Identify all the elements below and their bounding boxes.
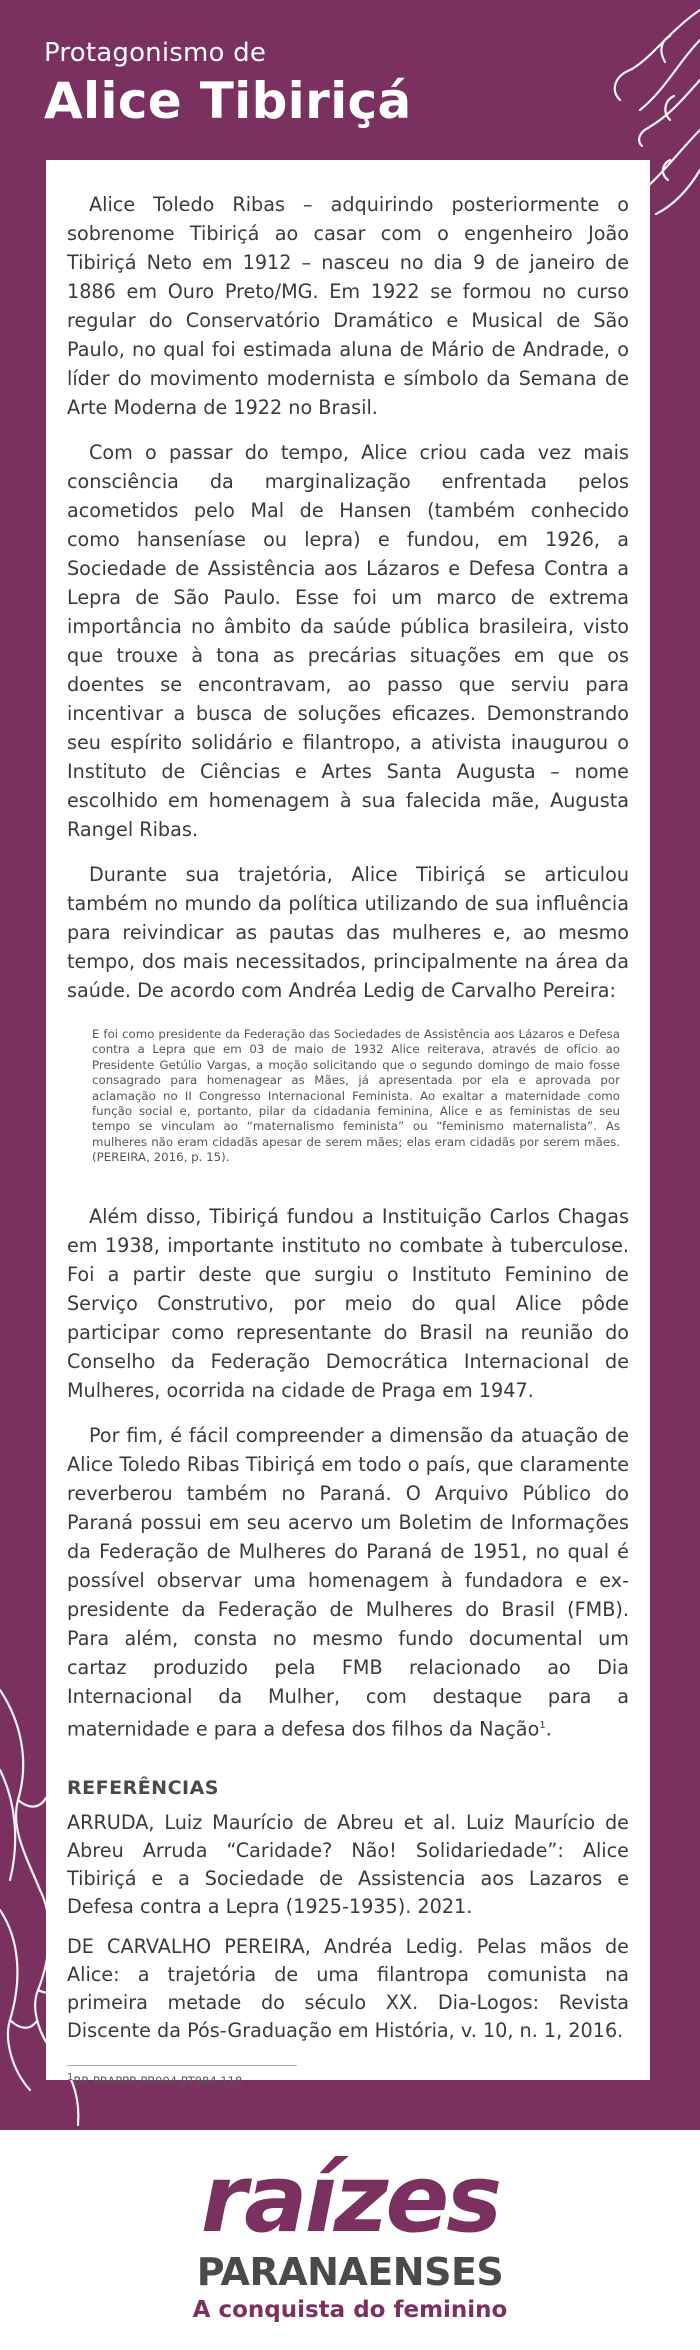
article-card [46,160,650,2088]
footnote [67,2072,629,2088]
paragraph-5 [67,1421,629,1743]
title-kicker: Protagonismo de [44,38,267,68]
reference-2: DE CARVALHO PEREIRA, Andréa Ledig. Pelas mãos de Alice: a trajetória de uma filantropa comunista na primeira metade do século XX. Dia-Logos: Revista Discente da Pós-Graduação em História, v. 10, n. 1, 2016. [67,1935,629,2043]
footnote-number: 1 [67,2072,74,2084]
paragraph-1: Alice Toledo Ribas – adquirindo posteriormente o sobrenome Tibiriçá ao casar com o engenheiro João Tibiriçá Neto em 1912 – nasceu no dia 9 de janeiro de 1886 em Ouro Preto/MG. Em 1922 se formou no curso regular do Conservatório Dramático e Musical de São Paulo, no qual foi estimada aluna de Mário de Andrade, o líder do movimento modernista e símbolo da Semana de Arte Moderna de 1922 no Brasil. [67,193,629,419]
paragraph-5-end: . [545,1717,552,1741]
footnote-divider [67,2065,297,2066]
paragraph-2: Com o passar do tempo, Alice criou cada vez mais consciência da marginalização enfrentada pelos acometidos pelo Mal de Hansen (também conhecido como hanseníase ou lepra) e fundou, em 1926, a Sociedade de Assistência aos Lázaros e Defesa Contra a Lepra de São Paulo. Esse foi um marco de extrema importância no âmbito da saúde pública brasileira, visto que trouxe à tona as precárias situações em que os doentes se encontravam, ao passo que serviu para incentivar a busca de soluções eficazes. Demonstrando seu espírito solidário e filantropo, a ativista inaugurou o Instituto de Ciências e Artes Santa Augusta – nome escolhido em homenagem à sua falecida mãe, Augusta Rangel Ribas. [67,441,629,841]
footnote-marker: 1 [539,1719,546,1731]
references-heading: REFERÊNCIAS [67,1777,219,1800]
paragraph-4: Além disso, Tibiriçá fundou a Instituição Carlos Chagas em 1938, importante instituto no combate à tuberculose. Foi a partir deste que surgiu o Instituto Feminino de Serviço Construtivo, por meio do qual Alice pôde participar como representante do Brasil na reunião do Conselho da Federação Democrática Internacional de Mulheres, ocorrida na cidade de Praga em 1947. [67,1204,629,1402]
logo-subtitle: PARANAENSES [196,2250,504,2294]
logo-tagline: A conquista do feminino [192,2297,508,2323]
reference-1: ARRUDA, Luiz Maurício de Abreu et al. Luiz Maurício de Abreu Arruda “Caridade? Não! Solidariedade”: Alice Tibiriçá e a Sociedade de Assistencia aos Lazaros e Defesa contra a Lepra (1925-1935). 2021. [67,1811,629,1919]
block-quote: E foi como presidente da Federação das Sociedades de Assistência aos Lázaros e Defesa contra a Lepra que em 03 de maio de 1932 Alice reiterava, através de ofício ao Presidente Getúlio Vargas, a moção solicitando que o segundo domingo de maio fosse consagrado para homenagear as Mães, já apresentada por ela e aprovada por aclamação no II Congresso Internacional Feminista. Ao exaltar a maternidade como função social e, portanto, pilar da cidadania feminina, Alice e as feministas de seu tempo se vinculam ao “maternalismo feminista” ou “feminismo maternalista”. As mulheres não eram cidadãs apesar de serem mães; elas eram cidadãs por serem mães. (PEREIRA, 2016, p. 15). [92,1027,620,1165]
paragraph-5-text: Por fim, é fácil compreender a dimensão da atuação de Alice Toledo Ribas Tibiriçá em todo o país, que claramente reverberou também no Paraná. O Arquivo Público do Paraná possui em seu acervo um Boletim de Informações da Federação de Mulheres do Paraná de 1951, no qual é possível observar uma homenagem à fundadora e ex-presidente da Federação de Mulheres do Brasil (FMB). Para além, consta no mesmo fundo documental um cartaz produzido pela FMB relacionado ao Dia Internacional da Mulher, com destaque para a maternidade e para a defesa dos filhos da Nação [67,1423,629,1741]
page-title: Alice Tibiriçá [44,72,412,130]
paragraph-3: Durante sua trajetória, Alice Tibiriçá se articulou também no mundo da política utilizando de sua influência para reivindicar as pautas das mulheres e, ao mesmo tempo, dos mais necessitados, principalmente na área da saúde. De acordo com Andréa Ledig de Carvalho Pereira: [67,863,629,1002]
footnote-text: BR PRAPPR.PB004.PT984.118 [73,2073,243,2088]
logo-wordmark: raízes [200,2145,500,2254]
